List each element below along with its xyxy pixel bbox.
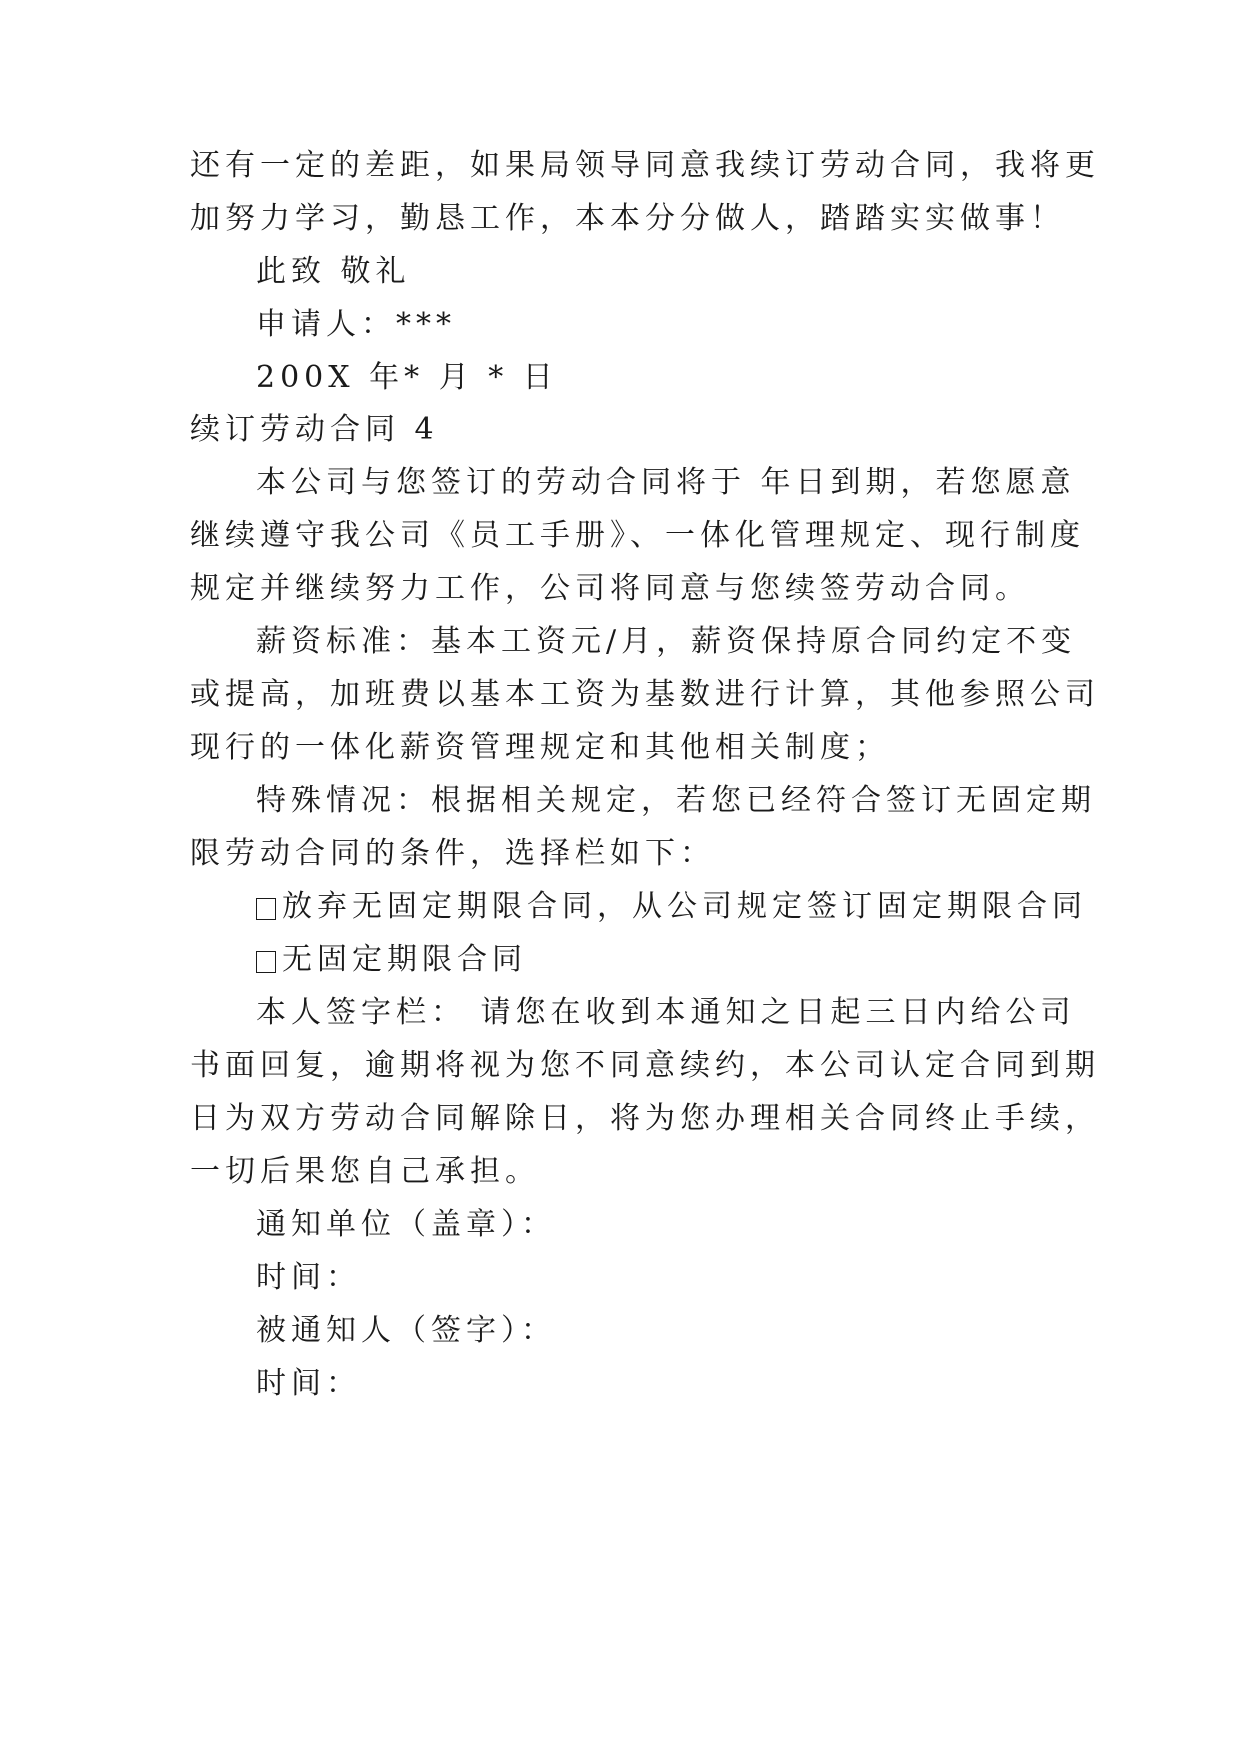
time-line: 时间： [256,1260,361,1295]
option-fixed-term [256,887,1087,927]
text-line: 书面回复，逾期将视为您不同意续约，本公司认定合同到期 [190,1048,1100,1083]
notifier-seal-line: 通知单位（盖章）： [256,1207,556,1242]
date-line: 200X 年* 月 * 日 [256,360,558,395]
text-line: 规定并继续努力工作，公司将同意与您续签劳动合同。 [190,571,1030,606]
text-line: 加努力学习，勤恳工作，本本分分做人，踏踏实实做事！ [190,201,1065,236]
section-title: 续订劳动合同 4 [190,412,439,447]
text-line: 现行的一体化薪资管理规定和其他相关制度； [190,730,890,765]
text-line: 薪资标准：基本工资元/月，薪资保持原合同约定不变 [256,624,1077,659]
text-line: 一切后果您自己承担。 [190,1154,540,1189]
notified-signature-line: 被通知人（签字）： [256,1313,556,1348]
checkbox-icon [256,951,276,973]
text-line: 还有一定的差距，如果局领导同意我续订劳动合同，我将更 [190,148,1100,183]
text-line: 限劳动合同的条件，选择栏如下： [190,836,715,871]
text-line: 特殊情况：根据相关规定，若您已经符合签订无固定期 [256,783,1096,818]
checkbox-icon [256,898,276,920]
option-label: 无固定期限合同 [282,942,527,977]
text-line: 或提高，加班费以基本工资为基数进行计算，其他参照公司 [190,677,1100,712]
text-line: 本公司与您签订的劳动合同将于 年日到期，若您愿意 [256,465,1076,500]
text-line: 本人签字栏： 请您在收到本通知之日起三日内给公司 [256,995,1076,1030]
text-line: 日为双方劳动合同解除日，将为您办理相关合同终止手续， [190,1101,1100,1136]
applicant-line: 申请人：*** [256,307,456,342]
closing-salutation: 此致 敬礼 [256,254,411,289]
option-label: 放弃无固定期限合同，从公司规定签订固定期限合同 [282,889,1087,924]
option-open-term [256,940,527,980]
text-line: 继续遵守我公司《员工手册》、一体化管理规定、现行制度 [190,518,1085,553]
time-line: 时间： [256,1366,361,1401]
